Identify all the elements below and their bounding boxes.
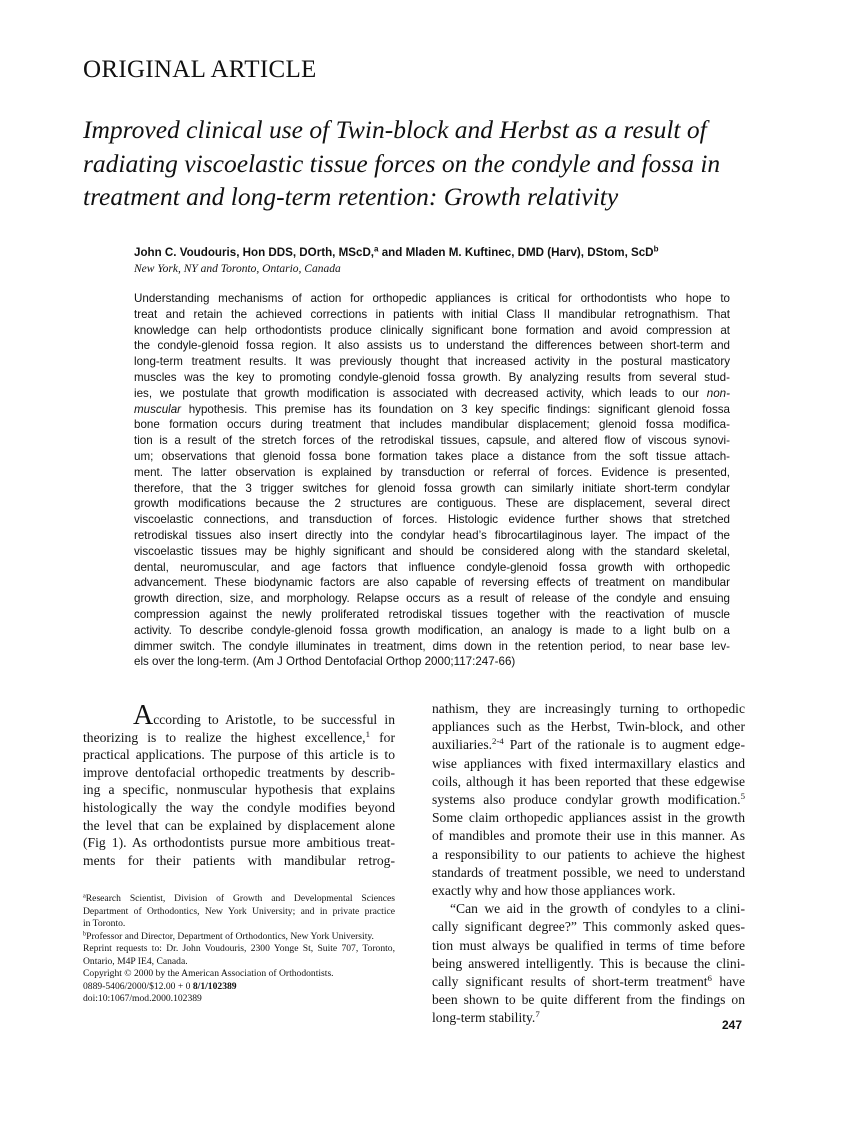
text-line xyxy=(83,817,395,835)
text-line xyxy=(83,781,395,799)
text-line xyxy=(134,512,730,528)
text-run: bone formation occurs during treatment that includes mandibular displacement; glenoid fossa modifica- xyxy=(134,418,730,432)
author-conjunction: and xyxy=(378,246,406,259)
text-line xyxy=(83,931,395,944)
text-run: appliances such as the Herbst, Twin-block, and other xyxy=(432,719,745,735)
text-line xyxy=(134,654,730,670)
text-run: standards of treatment possible, we need to understand xyxy=(432,864,745,880)
text-run: compression against the newly proliferated retrodiskal tissues together with the reactivation of muscle xyxy=(134,607,730,621)
drop-cap: A xyxy=(133,700,154,731)
text-line xyxy=(134,291,730,307)
text-line xyxy=(134,591,730,607)
citation-superscript: b xyxy=(83,930,87,938)
text-line xyxy=(432,1009,745,1027)
text-run: Understanding mechanisms of action for orthopedic appliances is critical for orthodontists who hope to xyxy=(134,292,730,305)
text-line xyxy=(83,746,395,764)
text-line xyxy=(432,755,745,773)
text-line xyxy=(83,906,395,919)
text-run: growth modifications because the 2 structures are contiguous. These are displacement, several direct xyxy=(134,497,730,511)
affiliation-mark: b xyxy=(653,244,659,254)
text-line xyxy=(432,809,745,827)
text-run: Department of Orthodontics, New York University; and in private practice xyxy=(83,905,395,917)
text-line xyxy=(134,449,730,465)
text-run: treat and retain the achieved corrections in patients with initial Class II mandibular retrognathism. That xyxy=(134,307,730,321)
text-line xyxy=(134,465,730,481)
citation-superscript: 5 xyxy=(740,791,745,802)
text-run: histologically the way the condyle modifies beyond xyxy=(83,799,395,815)
text-line xyxy=(83,852,395,870)
text-run: 0889-5406/2000/$12.00 + 0 xyxy=(83,980,193,992)
text-line xyxy=(432,736,745,754)
text-run: Some claim orthopedic appliances assist in the growth xyxy=(432,810,745,826)
text-line xyxy=(83,981,395,994)
text-line xyxy=(432,846,745,864)
text-run: advancement. These biodynamic factors are also capable of reversing effects of treatment on mandibular xyxy=(134,576,730,590)
text-run: muscles was the key to promoting condyle-glenoid fossa growth. By analyzing results from several stud- xyxy=(134,370,730,384)
affiliation-mark: a xyxy=(374,244,379,254)
text-run: for xyxy=(369,729,395,745)
text-run: theorizing is to realize the highest excellence, xyxy=(83,729,366,745)
text-line xyxy=(134,402,730,418)
text-run: ccording to Aristotle, to be successful in xyxy=(153,712,395,727)
text-line xyxy=(134,417,730,433)
text-run: doi:10:1067/mod.2000.102389 xyxy=(83,993,202,1004)
text-line xyxy=(83,700,395,731)
text-run: ies, we postulate that growth modification is associated with decreased activity, which leads to our xyxy=(134,386,707,400)
title-line: treatment and long-term retention: Growth relativity xyxy=(83,182,619,211)
text-line xyxy=(134,528,730,544)
text-run: dental, neuromuscular, and age factors that influence condyle-glenoid fossa growth with orthopedic xyxy=(134,560,730,574)
text-line xyxy=(134,338,730,354)
text-run: coils, although it has been reported that these edgewise xyxy=(432,773,745,789)
text-line xyxy=(432,973,745,991)
text-line xyxy=(83,956,395,969)
text-run: cally significant results of short-term treatment xyxy=(432,974,708,990)
text-run: um; observations that glenoid fossa bone formation takes place a distance from the soft tissue attach- xyxy=(134,449,730,463)
text-line xyxy=(432,955,745,973)
text-line xyxy=(134,496,730,512)
text-line xyxy=(134,386,730,402)
text-line xyxy=(83,968,395,981)
text-line xyxy=(134,560,730,576)
text-line xyxy=(134,307,730,323)
page-number: 247 xyxy=(722,1018,743,1032)
footnotes xyxy=(83,893,395,1006)
text-run: in Toronto. xyxy=(83,918,126,929)
text-run: viscoelastic connections, and transduction of forces. Histologic evidence further shows that stretched xyxy=(134,513,730,527)
text-run: cally significant degree?” This commonly asked ques- xyxy=(432,919,745,935)
title-line: Improved clinical use of Twin-block and Herbst as a result of xyxy=(83,115,707,144)
text-run: improve dentofacial orthopedic treatments by describ- xyxy=(83,764,395,780)
text-line xyxy=(134,575,730,591)
italic-text: muscular xyxy=(134,402,182,416)
text-run: a responsibility to our patients to achieve the highest xyxy=(432,846,745,862)
text-line xyxy=(83,834,395,852)
text-run: activity. To describe condyle-glenoid fossa growth modification, an analogy is made to a light bulb on a xyxy=(134,623,730,637)
text-line xyxy=(134,481,730,497)
citation-superscript: 1 xyxy=(365,728,370,739)
text-run: being answered intelligently. This is because the clini- xyxy=(432,955,745,971)
text-line xyxy=(83,943,395,956)
citation-superscript: 2-4 xyxy=(492,736,504,747)
text-run: “Can we aid in the growth of condyles to a clini- xyxy=(450,901,745,917)
text-run: viscoelastic tissues may be highly significant and should be considered along with the standard skeletal, xyxy=(134,544,730,558)
text-run: Professor and Director, Department of Orthodontics, New York University. xyxy=(86,930,374,942)
text-run: Ontario, M4P IE4, Canada. xyxy=(83,955,188,967)
bold-text: 8/1/102389 xyxy=(192,980,237,992)
text-run: tion is a result of the stretch forces of the retrodiskal tissues, capsule, and altered flow of viscous synovi- xyxy=(134,434,730,448)
text-run: exactly why and how those appliances work. xyxy=(432,883,676,899)
text-run: wise appliances with fixed intermaxillary elastics and xyxy=(432,755,745,771)
article-title xyxy=(83,113,763,214)
text-line xyxy=(432,718,745,736)
text-run: systems also produce condylar growth modification. xyxy=(432,792,741,808)
text-line xyxy=(83,799,395,817)
text-run: growth direction, size, and morphology. Relapse occurs as a result of release of the condyle and ensuing xyxy=(134,592,730,606)
text-line xyxy=(432,937,745,955)
body-column-left xyxy=(83,700,395,869)
text-run: Part of the rationale is to augment edge- xyxy=(503,737,745,753)
text-line xyxy=(83,993,395,1006)
text-run: practical applications. The purpose of this article is to xyxy=(83,747,395,763)
text-run: els over the long-term. (Am J Orthod Dentofacial Orthop 2000;117:247-66) xyxy=(134,655,516,669)
text-line xyxy=(83,918,395,931)
text-run: been shown to be quite different from the findings on xyxy=(432,992,745,1008)
text-line xyxy=(432,918,745,936)
author-name: John C. Voudouris, Hon DDS, DOrth, MScD, xyxy=(134,246,375,259)
text-run: Reprint requests to: Dr. John Voudouris, 2300 Yonge St, Suite 707, Toronto, xyxy=(83,943,395,954)
text-line xyxy=(432,864,745,882)
text-line xyxy=(134,433,730,449)
text-run: auxiliaries. xyxy=(432,737,493,753)
text-run: the condyle-glenoid fossa region. It also assists us to understand the differences between short-term and xyxy=(134,339,730,353)
text-line xyxy=(432,827,745,845)
text-line xyxy=(134,607,730,623)
text-run: therefore, that the 3 trigger switches for glenoid fossa growth can similarly initiate short-term condylar xyxy=(134,481,730,495)
text-line xyxy=(432,791,745,809)
text-line xyxy=(432,773,745,791)
text-run: Research Scientist, Division of Growth and Developmental Sciences xyxy=(85,893,395,904)
text-line xyxy=(432,900,745,918)
text-run: dimmer switch. The condyle illuminates in treatment, dims down in the retention period, to near base lev- xyxy=(134,639,730,653)
text-line xyxy=(83,764,395,782)
citation-superscript: 6 xyxy=(707,973,712,984)
text-run: long-term treatment results. It was previously thought that increased activity in the postural masticatory xyxy=(134,355,730,369)
text-line xyxy=(83,729,395,747)
text-run: (Fig 1). As orthodontists pursue more ambitious treat- xyxy=(83,835,395,851)
author-name: Mladen M. Kuftinec, DMD (Harv), DStom, ScD xyxy=(405,246,654,259)
text-line xyxy=(432,991,745,1009)
title-line: radiating viscoelastic tissue forces on the condyle and fossa in xyxy=(83,148,721,178)
text-line xyxy=(134,544,730,560)
text-line xyxy=(134,623,730,639)
citation-superscript: a xyxy=(83,892,86,900)
abstract xyxy=(134,291,730,670)
text-run: ments for their patients with mandibular retrog- xyxy=(83,852,395,868)
text-run: have xyxy=(711,974,746,990)
text-run: knowledge can help orthodontists produce clinically significant bone formation and avoid compression at xyxy=(134,323,730,337)
author-list xyxy=(134,246,658,259)
text-line xyxy=(83,893,395,906)
text-line xyxy=(134,639,730,655)
body-column-right xyxy=(432,700,745,1028)
text-run: ment. The latter observation is explained by transduction or referral of forces. Evidence is presented, xyxy=(134,465,730,479)
text-run: tion must always be qualified in terms of time before xyxy=(432,937,745,953)
text-run: retrodiskal tissues also insert directly into the condylar head’s fibrocartilaginous layer. The impact of the xyxy=(134,528,730,542)
italic-text: non- xyxy=(706,386,730,400)
text-run: hypothesis. This premise has its foundation on 3 key specific findings: significant glenoid fossa xyxy=(181,402,730,416)
article-type-heading: ORIGINAL ARTICLE xyxy=(83,56,317,83)
citation-superscript: 7 xyxy=(535,1009,540,1020)
text-line xyxy=(432,882,745,900)
text-run: nathism, they are increasingly turning to orthopedic xyxy=(432,701,745,716)
text-run: of mandibles and promote their use in this manner. As xyxy=(432,828,745,844)
text-line xyxy=(134,370,730,386)
text-run: the level that can be explained by displacement alone xyxy=(83,817,395,833)
text-run: long-term stability. xyxy=(432,1010,536,1026)
text-run: Copyright © 2000 by the American Association of Orthodontists. xyxy=(83,968,334,979)
author-affiliation: New York, NY and Toronto, Ontario, Canada xyxy=(134,263,341,275)
text-run: ing a specific, nonmuscular hypothesis that explains xyxy=(83,782,395,798)
text-line xyxy=(432,700,745,718)
text-line xyxy=(134,354,730,370)
text-line xyxy=(134,323,730,339)
